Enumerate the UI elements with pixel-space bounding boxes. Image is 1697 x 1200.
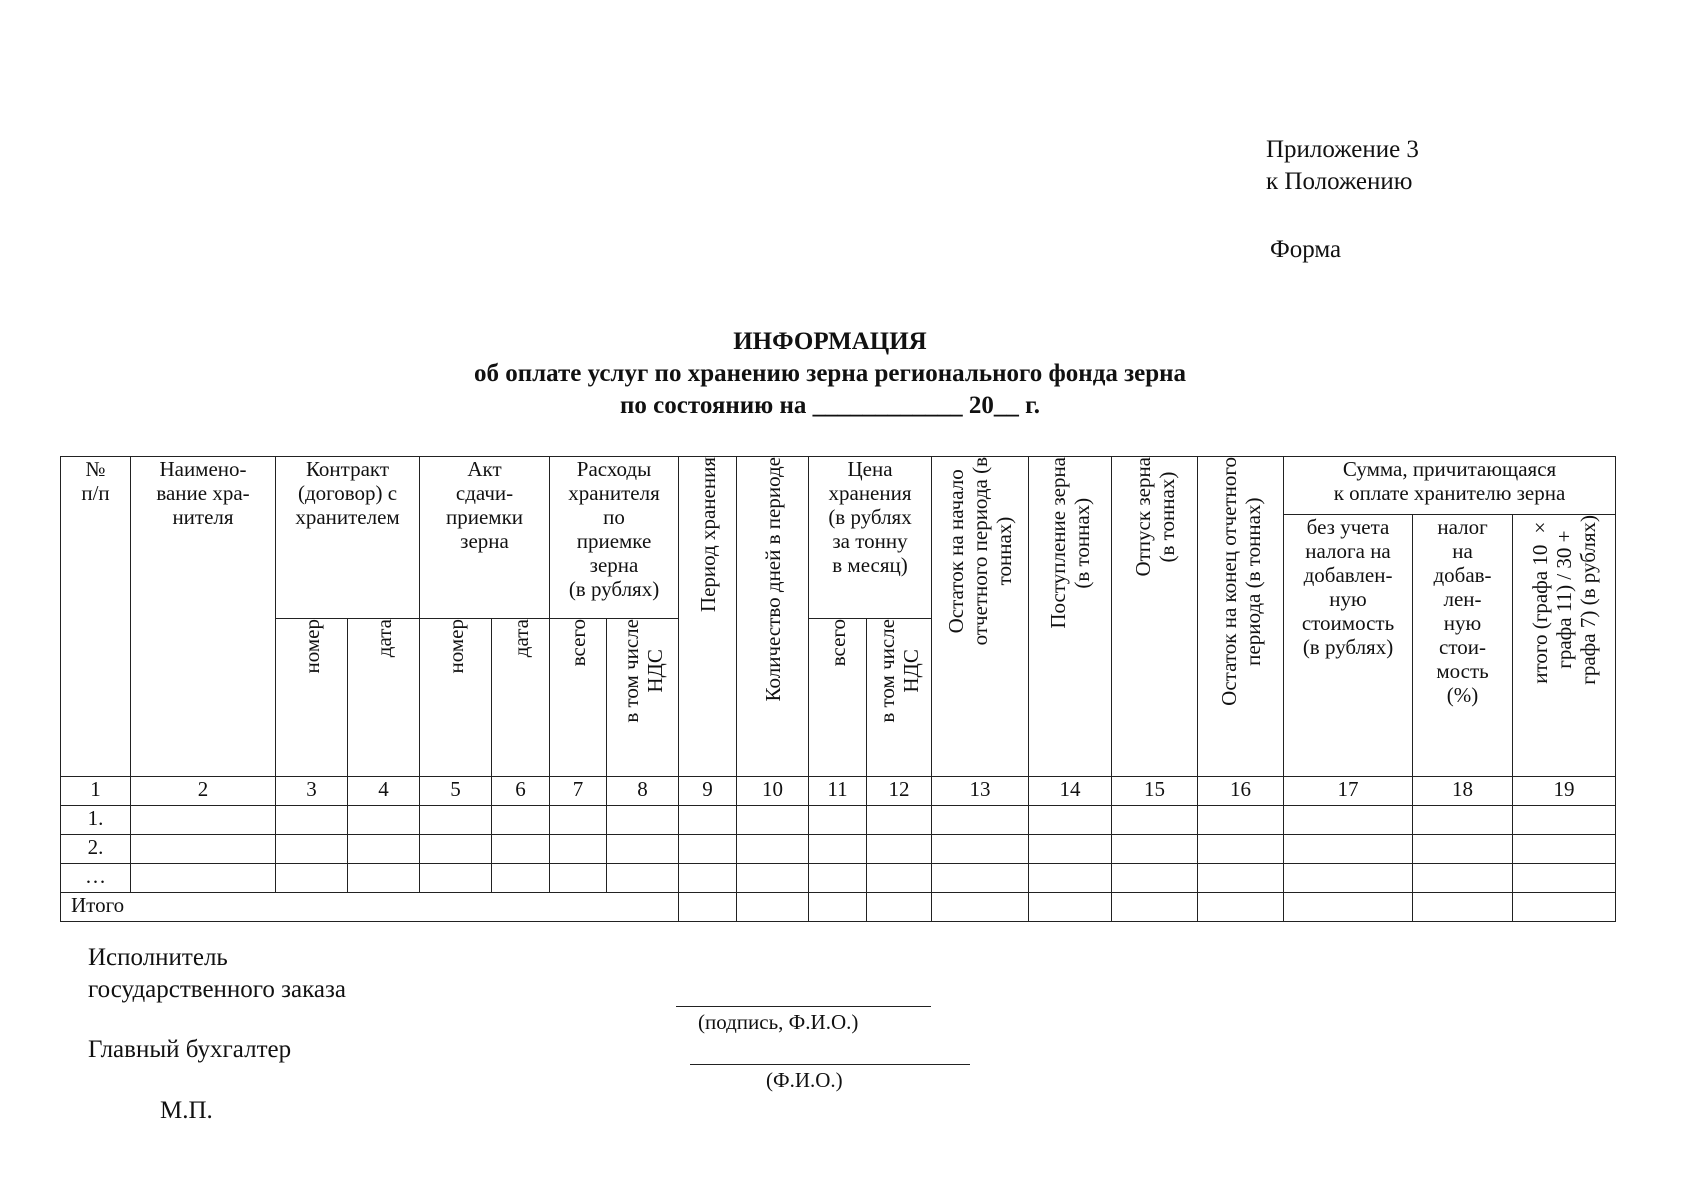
header-price-total: всего: [809, 619, 867, 777]
title-line3: по состоянию на ____________ 20__ г.: [620, 392, 1040, 419]
stamp-label: М.П.: [160, 1097, 213, 1124]
header-amount-total: итого (графа 10 × графа 11) / 30 + графа 7) (в рублях): [1513, 515, 1616, 777]
header-costs-vat: в том числе НДС: [607, 619, 679, 777]
header-acceptance-costs: Расходы хранителя по приемке зерна (в рублях): [550, 457, 679, 619]
header-amount-without-vat: без учета налога на добавлен- ную стоимость (в рублях): [1284, 515, 1413, 777]
column-number: 1: [61, 777, 131, 806]
total-label: Итого: [61, 893, 679, 922]
header-act-date: дата: [492, 619, 550, 777]
header-costs-total: всего: [550, 619, 607, 777]
header-contract-date: дата: [348, 619, 420, 777]
header-number: № п/п: [61, 457, 131, 777]
column-number: 10: [737, 777, 809, 806]
header-grain-receipt: Поступление зерна (в тоннах): [1029, 457, 1112, 777]
column-number: 8: [607, 777, 679, 806]
payment-table: [60, 456, 1616, 922]
column-number-row: [61, 777, 1616, 806]
row-number: …: [61, 864, 131, 893]
column-number: 19: [1513, 777, 1616, 806]
header-closing-balance: Остаток на конец отчетного периода (в тоннах): [1198, 457, 1284, 777]
table-row: [61, 864, 1616, 893]
header-opening-balance: Остаток на начало отчетного периода (в тоннах): [932, 457, 1029, 777]
column-number: 13: [932, 777, 1029, 806]
header-storage-price: Цена хранения (в рублях за тонну в месяц): [809, 457, 932, 619]
column-number: 6: [492, 777, 550, 806]
executor-signature-line: [676, 1006, 931, 1007]
column-number: 9: [679, 777, 737, 806]
column-number: 3: [276, 777, 348, 806]
executor-label-line1: Исполнитель: [88, 944, 228, 971]
column-number: 15: [1112, 777, 1198, 806]
accountant-signature-line: [690, 1064, 970, 1065]
column-number: 7: [550, 777, 607, 806]
table-row: [61, 835, 1616, 864]
header-amount-due: Сумма, причитающаяся к оплате хранителю зерна: [1284, 457, 1616, 515]
row-number: 2.: [61, 835, 131, 864]
column-number: 17: [1284, 777, 1413, 806]
total-row: [61, 893, 1616, 922]
header-storer-name: Наимено- вание хра- нителя: [131, 457, 276, 777]
header-price-vat: в том числе НДС: [867, 619, 932, 777]
header-days-count: Количество дней в периоде: [737, 457, 809, 777]
header-act-number: номер: [420, 619, 492, 777]
header-grain-release: Отпуск зерна (в тоннах): [1112, 457, 1198, 777]
table-row: [61, 806, 1616, 835]
title-line1: ИНФОРМАЦИЯ: [733, 328, 927, 355]
column-number: 4: [348, 777, 420, 806]
appendix-line1: Приложение 3: [1266, 136, 1419, 163]
column-number: 12: [867, 777, 932, 806]
accountant-signature-caption: (Ф.И.О.): [766, 1068, 843, 1092]
column-number: 11: [809, 777, 867, 806]
header-contract-number: номер: [276, 619, 348, 777]
title-line2: об оплате услуг по хранению зерна регионального фонда зерна: [473, 360, 1187, 387]
executor-signature-caption: (подпись, Ф.И.О.): [698, 1010, 859, 1034]
header-act: Акт сдачи- приемки зерна: [420, 457, 550, 619]
column-number: 5: [420, 777, 492, 806]
header-contract: Контракт (договор) с хранителем: [276, 457, 420, 619]
header-vat-percent: налог на добав- лен- ную стои- мость (%): [1413, 515, 1513, 777]
row-number: 1.: [61, 806, 131, 835]
column-number: 16: [1198, 777, 1284, 806]
executor-label-line2: государственного заказа: [88, 976, 346, 1003]
accountant-label: Главный бухгалтер: [88, 1036, 292, 1063]
column-number: 18: [1413, 777, 1513, 806]
header-storage-period: Период хранения: [679, 457, 737, 777]
document-title: [360, 326, 1300, 422]
column-number: 14: [1029, 777, 1112, 806]
appendix-note: [1266, 134, 1419, 198]
column-number: 2: [131, 777, 276, 806]
form-label: Форма: [1270, 236, 1342, 263]
appendix-line2: к Положению: [1266, 168, 1413, 195]
